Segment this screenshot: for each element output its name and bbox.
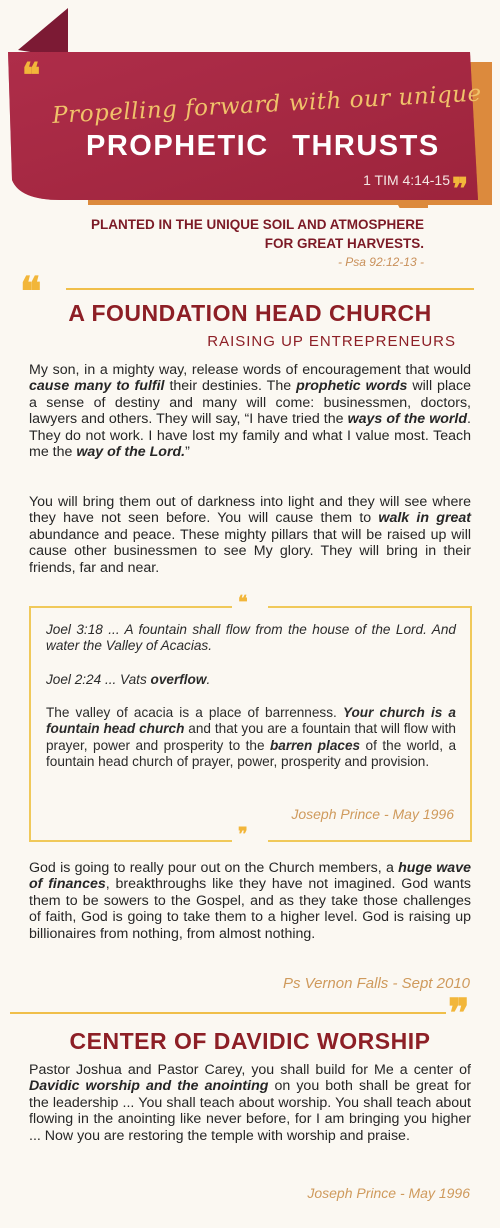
section1-paragraph-2 (29, 494, 471, 576)
text-run: their destinies. The (164, 378, 297, 395)
text-run: walk in great (378, 510, 471, 527)
planted-line-2: FOR GREAT HARVESTS. (264, 236, 424, 251)
text-run: . (206, 672, 211, 687)
box-close-quote-icon: ❞ (238, 824, 248, 845)
section1-heading: A FOUNDATION HEAD CHURCH (68, 300, 432, 326)
section2-paragraph (29, 860, 471, 942)
section3-paragraph (29, 1062, 471, 1144)
text-run: , breakthroughs like they have not imagined. God wants them to be sowers to the Gospel, and as they take those challenges of faith, God is going to take them to a higher level. God is raising up billionaires from nothing, from almost nothing. (29, 876, 471, 942)
text-run: ” (185, 444, 190, 461)
text-run: My son, in a mighty way, release words of encouragement that would (29, 362, 471, 378)
section3-quote-icon: ❞ (448, 990, 470, 1037)
text-run: will place a sense of destiny and many will come: businessmen, doctors, lawyers and others. They will say, “I have tried the (29, 378, 471, 428)
banner-script-line: Propelling forward with our unique (51, 80, 483, 129)
text-run: God is going to really pour out on the Church members, a (29, 860, 399, 876)
box-joel-2-24 (46, 672, 456, 688)
psa-reference: - Psa 92:12-13 - (337, 255, 424, 269)
text-run: The valley of acacia is a place of barrenness. (46, 705, 343, 720)
text-run: overflow (150, 672, 207, 687)
section1-subheading: RAISING UP ENTREPRENEURS (207, 333, 456, 350)
text-run: huge wave of finances (29, 860, 471, 893)
box-signature: Joseph Prince - May 1996 (291, 806, 454, 822)
text-run: prophetic words (296, 378, 408, 395)
section1-quote-icon: ❝ (20, 268, 42, 315)
text-run: . They do not work. I have lost my family and what I value most. Teach me the (29, 411, 471, 461)
section1-paragraph-1 (29, 362, 471, 460)
text-run: Joel 2:24 ... Vats (46, 672, 151, 687)
box-body (46, 705, 456, 771)
section2-signature: Ps Vernon Falls - Sept 2010 (282, 975, 470, 992)
text-run: Your church is a fountain head church (46, 705, 456, 737)
text-run: and that you are a fountain that will flow with prayer, power and prosperity to the (46, 721, 456, 753)
section3-signature: Joseph Prince - May 1996 (307, 1185, 470, 1201)
planted-line-1: PLANTED IN THE UNIQUE SOIL AND ATMOSPHERE (90, 217, 424, 232)
section1-divider (66, 288, 474, 290)
header-banner (0, 0, 500, 270)
section3-divider (10, 1012, 446, 1014)
text-run: Davidic worship and the anointing (29, 1078, 269, 1095)
box-joel-3-18: Joel 3:18 ... A fountain shall flow from the house of the Lord. And water the Valley of Acacias. (46, 622, 456, 654)
text-run: way of the Lord. (76, 444, 186, 461)
open-quote-icon: ❝ (22, 56, 41, 96)
section3-heading: CENTER OF DAVIDIC WORSHIP (69, 1028, 431, 1054)
text-run: ways of the world (347, 411, 468, 428)
text-run: abundance and peace. These mighty pillars that will be raised up will cause other businessmen to see My glory. They will bring in their friends, far and near. (29, 526, 471, 576)
text-run: Pastor Joshua and Pastor Carey, you shall build for Me a center of (29, 1062, 471, 1078)
planted-text (30, 215, 424, 253)
text-run: barren places (269, 737, 361, 753)
close-quote-icon: ❞ (452, 172, 469, 207)
banner-title: PROPHETIC THRUSTS (86, 130, 440, 162)
banner-reference: 1 TIM 4:14-15 (363, 172, 450, 188)
text-run: You will bring them out of darkness into light and they will see where they have not seen before. You will cause them to (29, 494, 471, 527)
text-run: on you both shall be great for the leadership ... You shall teach about worship. You shall teach about flowing in the anointing like never before, for I am bringing you higher ... Now you are restoring the temple with worship and praise. (29, 1078, 471, 1144)
text-run: cause many to fulfil (29, 378, 165, 395)
box-open-quote-icon: ❝ (238, 592, 248, 613)
text-run: of the world, a fountain head church of prayer, power, prosperity and provision. (46, 737, 457, 770)
